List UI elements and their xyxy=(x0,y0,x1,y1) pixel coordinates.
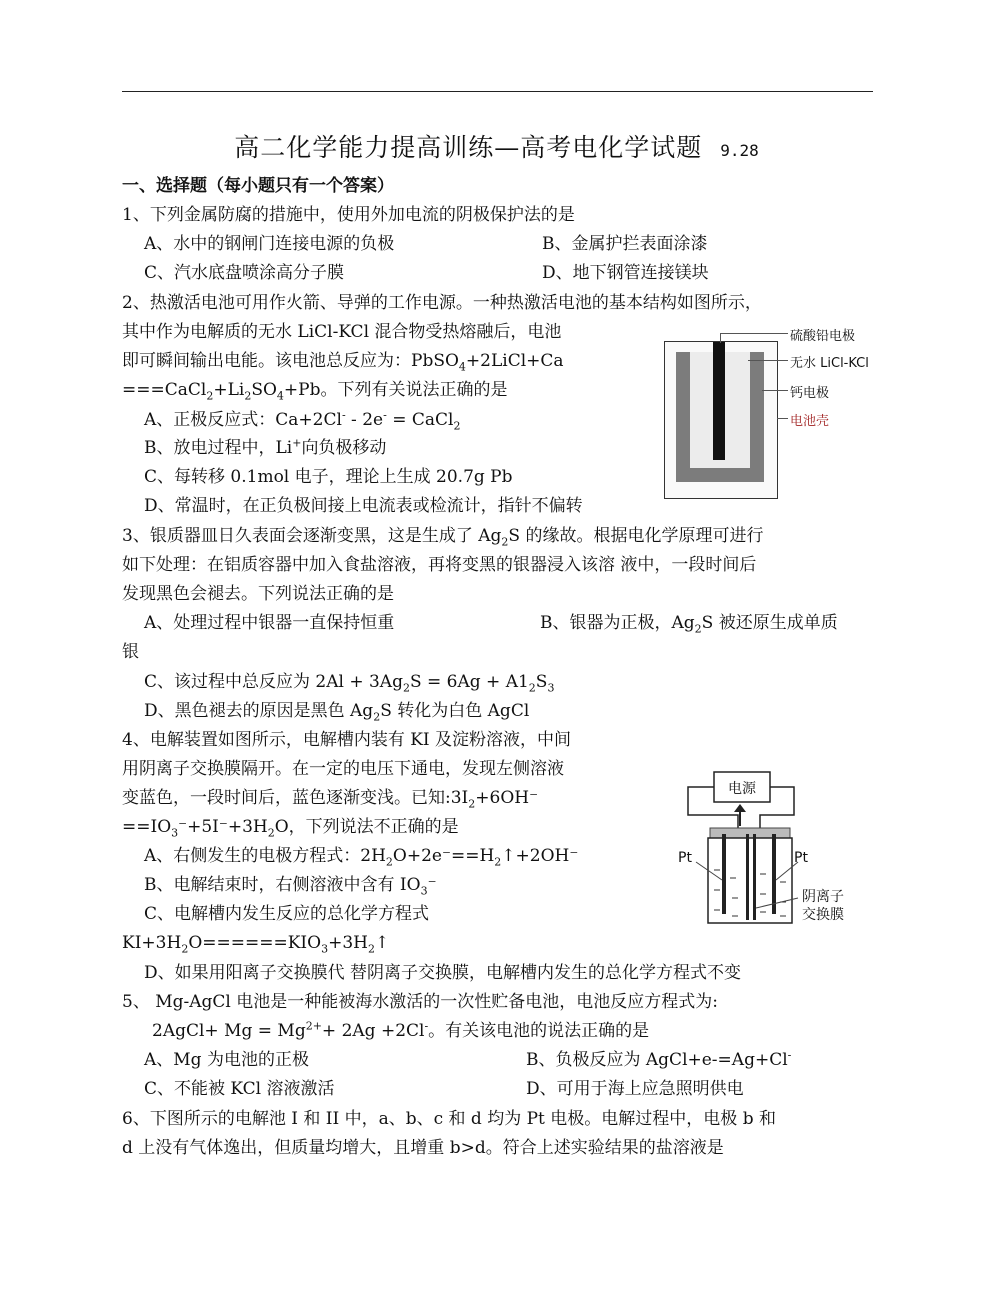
q4-text: O+2e⁻==H xyxy=(392,846,495,866)
q2-option-d: D、常温时，在正负极间接上电流表或检流计，指针不偏转 xyxy=(144,496,583,516)
q4-option-c: C、电解槽内发生反应的总化学方程式 xyxy=(144,904,430,924)
q4-text: O，下列说法不正确的是 xyxy=(274,817,459,837)
q3-text: S 的缘故。根据电化学原理可进行 xyxy=(508,526,764,546)
q4-text: ↑+2OH⁻ xyxy=(501,846,579,866)
electrolysis-figure xyxy=(676,770,876,930)
q2-text: +Pb。下列有关说法正确的是 xyxy=(283,380,508,400)
q2-text: = CaCl xyxy=(386,410,454,430)
label-calcium-electrode: 钙电极 xyxy=(790,386,830,401)
q2-text: SO xyxy=(251,380,277,400)
q5-line-1: 5、 Mg-AgCl 电池是一种能被海水激活的一次性贮备电池，电池反应方程式为: xyxy=(122,992,718,1012)
q2-text: 向负极移动 xyxy=(301,438,387,458)
q3-option-b-cont: 银 xyxy=(122,642,139,662)
electrolysis-diagram xyxy=(676,770,876,930)
q5-option-d: D、可用于海上应急照明供电 xyxy=(526,1079,744,1099)
q2-text: ===CaCl xyxy=(122,380,207,400)
q4-line-4: $==IO_3^-+5I^-+3H_2O$，下列说法不正确的是 xyxy=(122,817,459,840)
q2-text: B、放电过程中，Li xyxy=(144,438,293,458)
title-date: 9.28 xyxy=(720,141,759,160)
q4-text: +6OH⁻ xyxy=(475,788,539,808)
q4-line-2: 用阴离子交换膜隔开。在一定的电压下通电，发现左侧溶液 xyxy=(122,759,564,779)
q3-line-2: 如下处理：在铝质容器中加入食盐溶液，再将变黑的银器浸入该溶 液中，一段时间后 xyxy=(122,555,757,575)
power-label: 电源 xyxy=(728,781,756,797)
q1-stem: 1、下列金属防腐的措施中，使用外加电流的阴极保护法的是 xyxy=(122,205,575,225)
pt-left-label: Pt xyxy=(678,850,692,866)
q3-option-a: A、处理过程中银器一直保持恒重 xyxy=(144,613,395,633)
leader-line xyxy=(748,360,788,361)
title-text: 高二化学能力提高训练—高考电化学试题 xyxy=(234,133,703,162)
label-electrolyte: 无水 LiCl-KCl xyxy=(790,356,869,371)
leader-line xyxy=(762,390,788,391)
header-rule xyxy=(122,91,873,92)
q2-text: 即可瞬间输出电能。该电池总反应为：PbSO xyxy=(122,351,459,371)
q5-line-2: 2AgCl+ $Mg = Mg^{2+}+ 2Ag +2Cl^-$。有关该电池的说法正确的是 xyxy=(152,1019,650,1041)
q4-text: KI+3H xyxy=(122,933,182,953)
q4-text: A、右侧发生的电极方程式：2H xyxy=(144,846,386,866)
q3-text: S xyxy=(535,672,548,692)
q1-option-a: A、水中的钢闸门连接电源的负极 xyxy=(144,234,395,254)
q1-option-b: B、金属护拦表面涂漆 xyxy=(542,234,708,254)
q4-option-a: A、右侧发生的电极方程式：$2H_2O+2e^-==H_2↑+2OH^-$ xyxy=(144,846,579,869)
q4-line-1: 4、电解装置如图所示，电解槽内装有 KI 及淀粉溶液，中间 xyxy=(122,730,572,750)
q2-option-b: B、放电过程中，Li+向负极移动 xyxy=(144,436,387,458)
q3-text: B、银器为正极，Ag xyxy=(540,613,695,633)
q3-option-d: D、黑色褪去的原因是黑色 $Ag_2S$ 转化为白色 AgCl xyxy=(144,701,530,724)
label-battery-shell: 电池壳 xyxy=(790,414,830,429)
q5-option-b: B、负极反应为 AgCl+e-=Ag+Cl- xyxy=(526,1048,792,1070)
q3-text: S 被还原生成单质 xyxy=(701,613,838,633)
q2-text: - 2e xyxy=(345,410,384,430)
q3-text: C、该过程中总反应为 2Al + 3Ag xyxy=(144,672,403,692)
q4-text: 变蓝色，一段时间后，蓝色逐渐变浅。已知:3I xyxy=(122,788,469,808)
q2-line-3: 即可瞬间输出电能。该电池总反应为：PbSO$_4$+2LiCl+Ca xyxy=(122,351,564,374)
q5-text: 2AgCl+ Mg = Mg xyxy=(152,1021,306,1041)
q4-text: B、电解结束时，右侧溶液中含有 IO xyxy=(144,875,421,895)
q6-line-1: 6、下图所示的电解池 I 和 II 中，a、b、c 和 d 均为 Pt 电极。电解过程中，电极 b 和 xyxy=(122,1109,776,1129)
q3-line-3: 发现黑色会褪去。下列说法正确的是 xyxy=(122,584,394,604)
lead-sulfate-electrode xyxy=(713,342,725,460)
page-title xyxy=(0,128,993,164)
q2-option-a: A、正极反应式：Ca+2Cl- - 2e- = CaCl$_2$ xyxy=(144,408,461,433)
q1-option-c: C、汽水底盘喷涂高分子膜 xyxy=(144,263,345,283)
leader-line xyxy=(777,418,788,419)
q4-text: +3H xyxy=(328,933,368,953)
membrane-label-2: 交换膜 xyxy=(802,907,844,923)
q3-text: S = 6Ag + A1 xyxy=(409,672,529,692)
leader-line xyxy=(720,333,788,334)
q4-text: ⁻+5I⁻+3H xyxy=(178,817,268,837)
q6-line-2: d 上没有气体逸出，但质量均增大，且增重 b>d。符合上述实验结果的盐溶液是 xyxy=(122,1138,724,1158)
q4-text: ⁻ xyxy=(427,875,437,895)
q4-text: ==IO xyxy=(122,817,172,837)
q2-line-1: 2、热激活电池可用作火箭、导弹的工作电源。一种热激活电池的基本结构如图所示， xyxy=(122,293,762,313)
q3-line-1: 3、银质器皿日久表面会逐渐变黑，这是生成了 $Ag_2S$ 的缘故。根据电化学原理可进行 xyxy=(122,526,764,549)
q5-text: B、负极反应为 AgCl+e-=Ag+Cl xyxy=(526,1050,788,1070)
q3-option-c: C、该过程中总反应为 $2Al + 3Ag_2S = 6Ag + A1_2S_3$ xyxy=(144,672,555,695)
pt-right-label: Pt xyxy=(794,850,808,866)
q2-text: A、正极反应式：Ca+2Cl xyxy=(144,410,342,430)
q4-text: O======KIO xyxy=(188,933,322,953)
q5-option-c: C、不能被 KCl 溶液激活 xyxy=(144,1079,335,1099)
q4-line-3: 变蓝色，一段时间后，蓝色逐渐变浅。已知$:3I_2+6OH^-$ xyxy=(122,788,539,811)
q2-line-4: $===CaCl_2+Li_2SO_4+Pb$。下列有关说法正确的是 xyxy=(122,380,508,403)
q2-line-2: 其中作为电解质的无水 LiCl-KCl 混合物受热熔融后，电池 xyxy=(122,322,562,342)
label-lead-sulfate-electrode: 硫酸铅电极 xyxy=(790,329,856,344)
q2-text: +2LiCl+Ca xyxy=(465,351,564,371)
q4-option-b: B、电解结束时，右侧溶液中含有 $IO_3^-$ xyxy=(144,875,437,898)
q4-option-d: D、如果用阳离子交换膜代 替阴离子交换膜，电解槽内发生的总化学方程式不变 xyxy=(144,963,742,983)
q1-option-d: D、地下钢管连接镁块 xyxy=(542,263,709,283)
q5-text: + 2Ag +2Cl xyxy=(321,1021,425,1041)
q3-text: D、黑色褪去的原因是黑色 Ag xyxy=(144,701,374,721)
q3-text: 3、银质器皿日久表面会逐渐变黑，这是生成了 Ag xyxy=(122,526,502,546)
membrane-label-1: 阴离子 xyxy=(802,889,844,905)
q2-option-c: C、每转移 0.1mol 电子，理论上生成 20.7g Pb xyxy=(144,467,513,487)
q5-text: 。有关该电池的说法正确的是 xyxy=(428,1021,650,1041)
q4-equation: $KI+3H_2O======KIO_3+3H_2↑$ xyxy=(122,933,390,956)
section-heading: 一、选择题（每小题只有一个答案） xyxy=(122,176,394,196)
q5-option-a: A、Mg 为电池的正极 xyxy=(144,1050,309,1070)
leader-line xyxy=(720,333,721,343)
q2-text: +Li xyxy=(213,380,245,400)
q4-text: ↑ xyxy=(374,933,390,953)
q3-option-b: B、银器为正极，$Ag_2S$ 被还原生成单质 xyxy=(540,613,838,636)
battery-figure xyxy=(662,322,892,500)
q3-text: S 转化为白色 AgCl xyxy=(380,701,530,721)
